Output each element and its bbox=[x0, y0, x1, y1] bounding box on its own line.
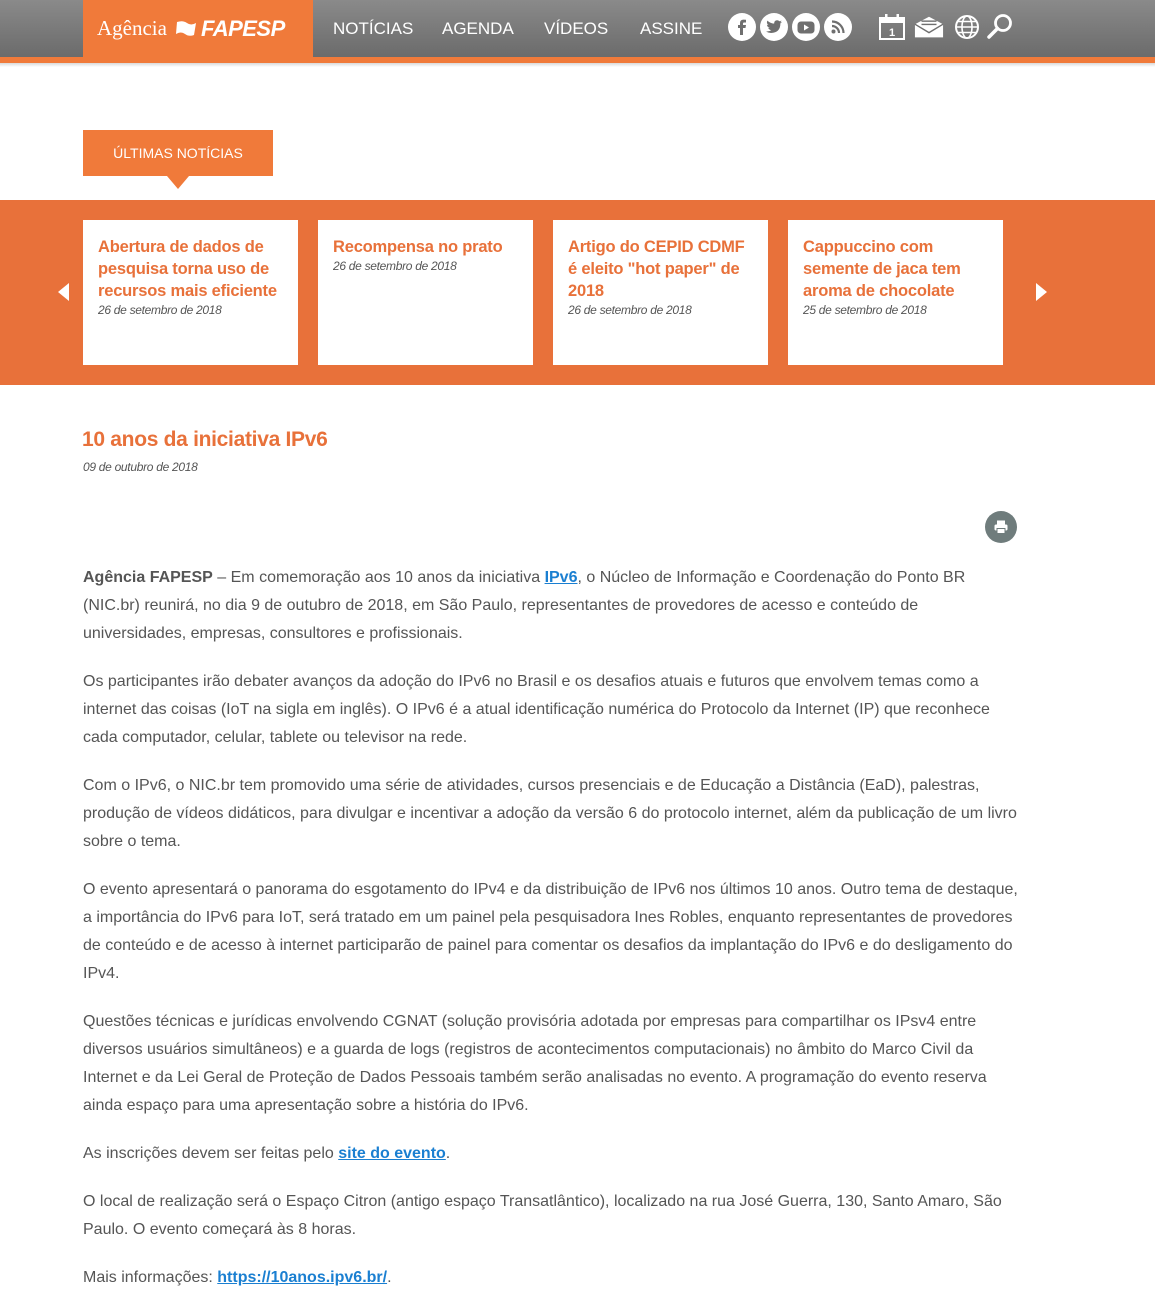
news-card-title[interactable]: Recompensa no prato bbox=[333, 238, 503, 256]
news-card-title[interactable]: Cappuccino com semente de jaca tem aroma de chocolate bbox=[803, 238, 961, 300]
youtube-icon[interactable] bbox=[792, 13, 820, 41]
facebook-icon[interactable] bbox=[728, 13, 756, 41]
top-shadow bbox=[0, 63, 1155, 67]
site-logo[interactable] bbox=[83, 0, 313, 57]
article-body bbox=[83, 564, 1023, 1312]
nav-videos[interactable]: VÍDEOS bbox=[544, 19, 609, 38]
latest-news-tab-pointer bbox=[167, 176, 189, 189]
news-card[interactable] bbox=[83, 220, 298, 365]
article-date: 09 de outubro de 2018 bbox=[83, 460, 198, 474]
search-icon[interactable] bbox=[985, 12, 1015, 42]
article-paragraph: Os participantes irão debater avanços da adoção do IPv6 no Brasil e os desafios atuais e futuros que envolvem temas como a internet das coisas (IoT na sigla em inglês). O IPv6 é a atual identificação numérica do Protocolo da Internet (IP) que reconhece cada computador, celular, tablete ou televisor na rede. bbox=[83, 673, 990, 746]
rss-icon[interactable] bbox=[824, 13, 852, 41]
news-card-date: 26 de setembro de 2018 bbox=[568, 303, 692, 317]
newsletter-icon[interactable] bbox=[914, 12, 944, 42]
article-paragraph: Mais informações: https://10anos.ipv6.br/. bbox=[83, 1269, 392, 1286]
latest-news-tab[interactable]: ÚLTIMAS NOTÍCIAS bbox=[83, 130, 273, 176]
nav-assine[interactable]: ASSINE bbox=[640, 19, 703, 38]
article-paragraph: As inscrições devem ser feitas pelo site do evento. bbox=[83, 1145, 451, 1162]
print-button[interactable] bbox=[985, 511, 1017, 543]
event-site-link[interactable]: site do evento bbox=[338, 1145, 446, 1162]
news-card-title[interactable]: Abertura de dados de pesquisa torna uso de recursos mais eficiente bbox=[98, 238, 277, 300]
carousel-next-icon[interactable] bbox=[1036, 283, 1047, 301]
news-card[interactable] bbox=[318, 220, 533, 365]
logo-flag-icon bbox=[175, 20, 197, 38]
nav-agenda[interactable]: AGENDA bbox=[442, 19, 514, 38]
article-lead: Agência FAPESP bbox=[83, 569, 213, 586]
news-card[interactable] bbox=[553, 220, 768, 365]
article-paragraph: Com o IPv6, o NIC.br tem promovido uma série de atividades, cursos presenciais e de Educação a Distância (EaD), palestras, produção de vídeos didáticos, para divulgar e incentivar a adoção da versão 6 do protocolo internet, além da publicação de um livro sobre o tema. bbox=[83, 777, 1017, 850]
article-paragraph: Questões técnicas e jurídicas envolvendo CGNAT (solução provisória adotada por empresas para compartilhar os IPsv4 entre diversos usuários simultâneos) e a guarda de logs (registros de acontecimentos computacionais) no âmbito do Marco Civil da Internet e da Lei Geral de Proteção de Dados Pessoais também serão analisadas no evento. A programação do evento reserva ainda espaço para uma apresentação sobre a história do IPv6. bbox=[83, 1013, 987, 1114]
news-card-date: 25 de setembro de 2018 bbox=[803, 303, 927, 317]
news-card-date: 26 de setembro de 2018 bbox=[98, 303, 222, 317]
calendar-icon[interactable] bbox=[877, 12, 907, 42]
article-title: 10 anos da iniciativa IPv6 bbox=[82, 428, 328, 451]
ipv6-link[interactable]: IPv6 bbox=[544, 569, 578, 586]
news-card[interactable] bbox=[788, 220, 1003, 365]
nav-noticias[interactable]: NOTÍCIAS bbox=[333, 19, 414, 38]
carousel-prev-icon[interactable] bbox=[58, 283, 69, 301]
printer-icon bbox=[993, 519, 1009, 535]
news-card-title[interactable]: Artigo do CEPID CDMF é eleito "hot paper" de 2018 bbox=[568, 238, 745, 300]
logo-fapesp-text: FAPESP bbox=[200, 15, 285, 41]
news-card-date: 26 de setembro de 2018 bbox=[333, 259, 457, 273]
article-paragraph: O evento apresentará o panorama do esgotamento do IPv4 e da distribuição de IPv6 nos últimos 10 anos. Outro tema de destaque, a importância do IPv6 para IoT, será tratado em um painel pela pesquisadora Ines Robles, enquanto representantes de provedores de conteúdo e de acesso à internet participarão de painel para comentar os desafios da implantação do IPv6 e do desligamento do IPv4. bbox=[83, 881, 1018, 982]
more-info-link[interactable]: https://10anos.ipv6.br/ bbox=[217, 1269, 388, 1286]
logo-agencia-text: Agência bbox=[97, 16, 167, 40]
article-paragraph: O local de realização será o Espaço Citron (antigo espaço Transatlântico), localizado na rua José Guerra, 130, Santo Amaro, São Paulo. O evento começará às 8 horas. bbox=[83, 1193, 1002, 1238]
article-paragraph: Agência FAPESP – Em comemoração aos 10 anos da iniciativa IPv6, o Núcleo de Informação e Coordenação do Ponto BR (NIC.br) reunirá, no dia 9 de outubro de 2018, em São Paulo, representantes de provedores de acesso e conteúdo de universidades, empresas, consultores e profissionais. bbox=[83, 569, 966, 642]
twitter-icon[interactable] bbox=[760, 13, 788, 41]
globe-icon[interactable] bbox=[952, 12, 982, 42]
calendar-day: 1 bbox=[888, 27, 896, 39]
